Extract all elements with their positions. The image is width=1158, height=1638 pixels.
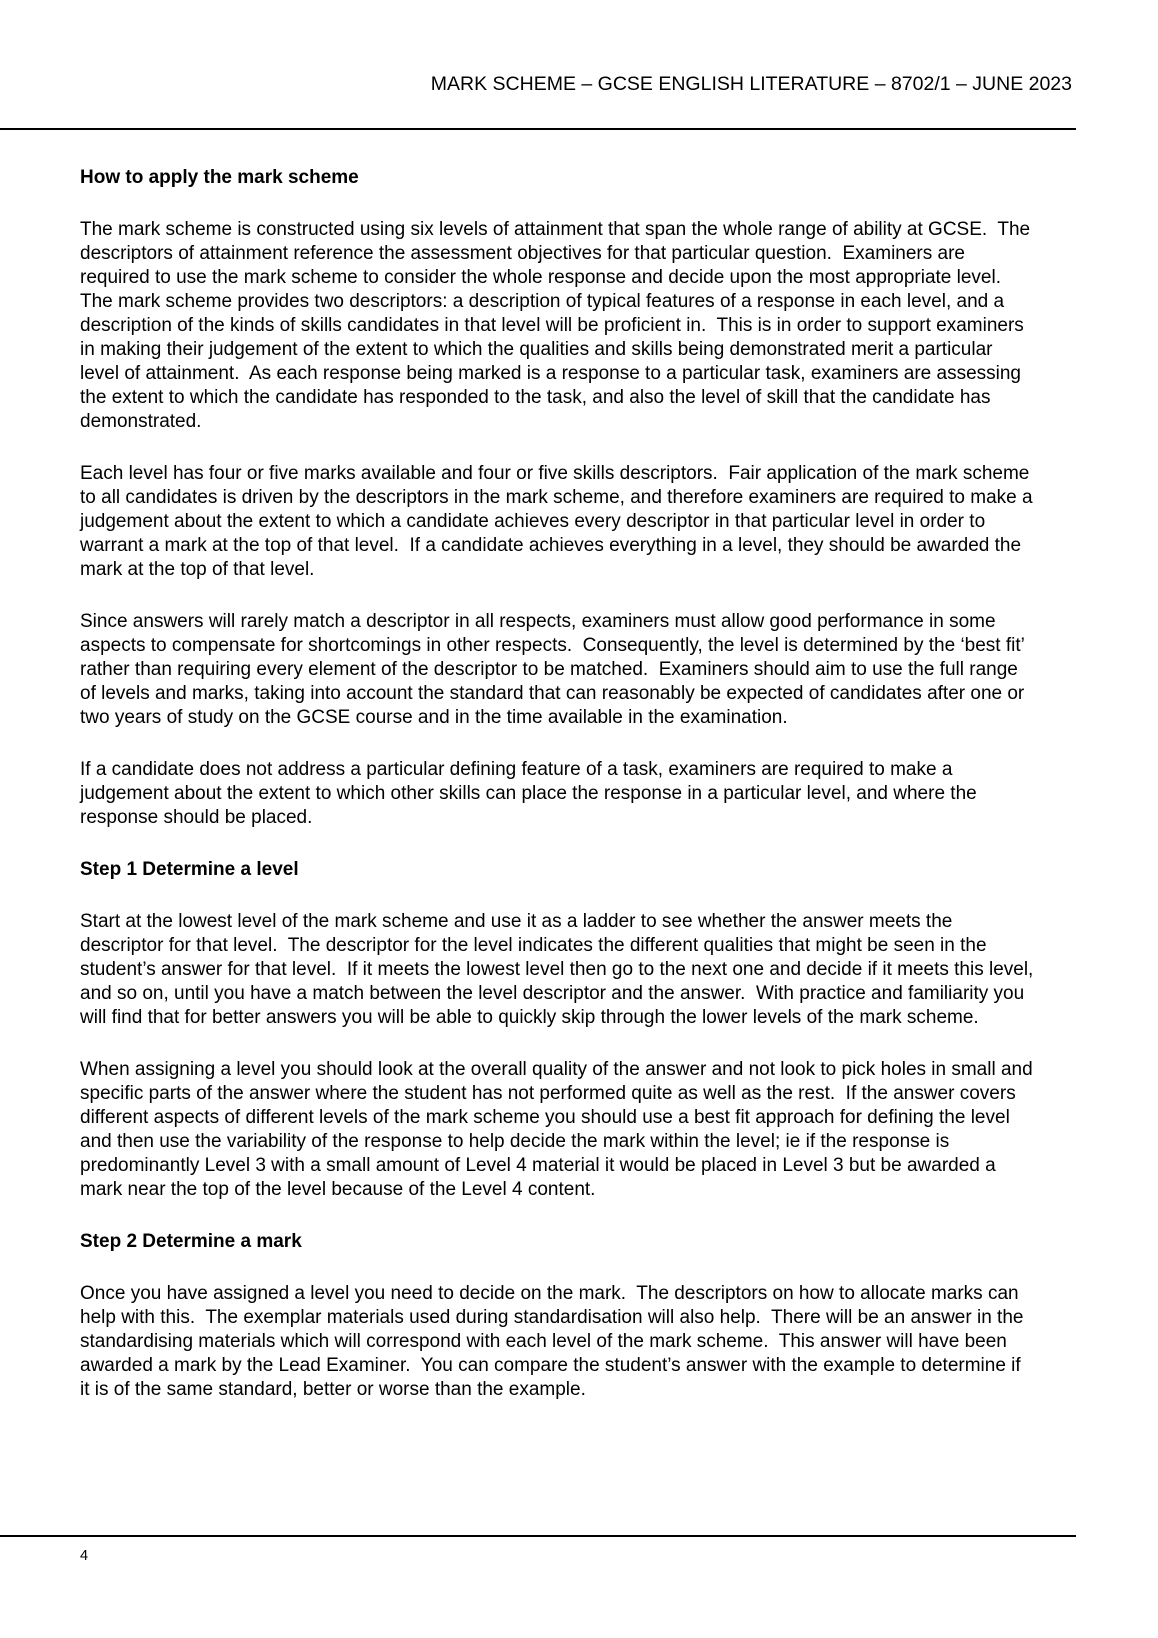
step1-paragraph-1: Start at the lowest level of the mark scheme and use it as a ladder to see whether the answer meets the descriptor for that level. The descriptor for the level indicates the different qualities that might be seen in the student’s answer for that level. If it meets the lowest level then go to the next one and decide if it meets this level, and so on, until you have a match between the level descriptor and the answer. With practice and familiarity you will find that for better answers you will be able to quickly skip through the lower levels of the mark scheme. xyxy=(80,911,1039,1028)
header-divider xyxy=(0,128,1076,130)
page-number: 4 xyxy=(80,1548,89,1564)
main-heading: How to apply the mark scheme xyxy=(80,167,359,188)
intro-paragraph-4: If a candidate does not address a particular defining feature of a task, examiners are required to make a judgement about the extent to which other skills can place the response in a particular level, and where the response should be placed. xyxy=(80,759,982,828)
step1-paragraph-2: When assigning a level you should look at the overall quality of the answer and not look to pick holes in small and specific parts of the answer where the student has not performed quite as well as the rest. If the answer covers different aspects of different levels of the mark scheme you should use a best fit approach for defining the level and then use the variability of the response to help decide the mark within the level; ie if the response is predominantly Level 3 with a small amount of Level 4 material it would be placed in Level 3 but be awarded a mark near the top of the level because of the Level 4 content. xyxy=(80,1059,1038,1200)
intro-paragraph-1: The mark scheme is constructed using six levels of attainment that span the whole range of ability at GCSE. The descriptors of attainment reference the assessment objectives for that particular question. Examiners are required to use the mark scheme to consider the whole response and decide upon the most appropriate level. The mark scheme provides two descriptors: a description of typical features of a response in each level, and a description of the kinds of skills candidates in that level will be proficient in. This is in order to support examiners in making their judgement of the extent to which the qualities and skills being demonstrated merit a particular level of attainment. As each response being marked is a response to a particular task, examiners are assessing the extent to which the candidate has responded to the task, and also the level of skill that the candidate has demonstrated. xyxy=(80,219,1036,432)
document-content xyxy=(80,166,1039,1430)
page-header-title: MARK SCHEME – GCSE ENGLISH LITERATURE – 8702/1 – JUNE 2023 xyxy=(430,73,1072,95)
footer-divider xyxy=(0,1535,1076,1537)
intro-paragraph-3: Since answers will rarely match a descriptor in all respects, examiners must allow good performance in some aspects to compensate for shortcomings in other respects. Consequently, the level is determined by the ‘best fit’ rather than requiring every element of the descriptor to be matched. Examiners should aim to use the full range of levels and marks, taking into account the standard that can reasonably be expected of candidates after one or two years of study on the GCSE course and in the time available in the examination. xyxy=(80,611,1030,728)
intro-paragraph-2: Each level has four or five marks available and four or five skills descriptors. Fair application of the mark scheme to all candidates is driven by the descriptors in the mark scheme, and therefore examiners are required to make a judgement about the extent to which a candidate achieves every descriptor in that particular level in order to warrant a mark at the top of that level. If a candidate achieves everything in a level, they should be awarded the mark at the top of that level. xyxy=(80,463,1038,580)
section-heading-step1: Step 1 Determine a level xyxy=(80,859,299,880)
section-heading-step2: Step 2 Determine a mark xyxy=(80,1231,302,1252)
step2-paragraph-1: Once you have assigned a level you need to decide on the mark. The descriptors on how to allocate marks can help with this. The exemplar materials used during standardisation will also help. There will be an answer in the standardising materials which will correspond with each level of the mark scheme. This answer will have been awarded a mark by the Lead Examiner. You can compare the student’s answer with the example to determine if it is of the same standard, better or worse than the example. xyxy=(80,1283,1029,1400)
